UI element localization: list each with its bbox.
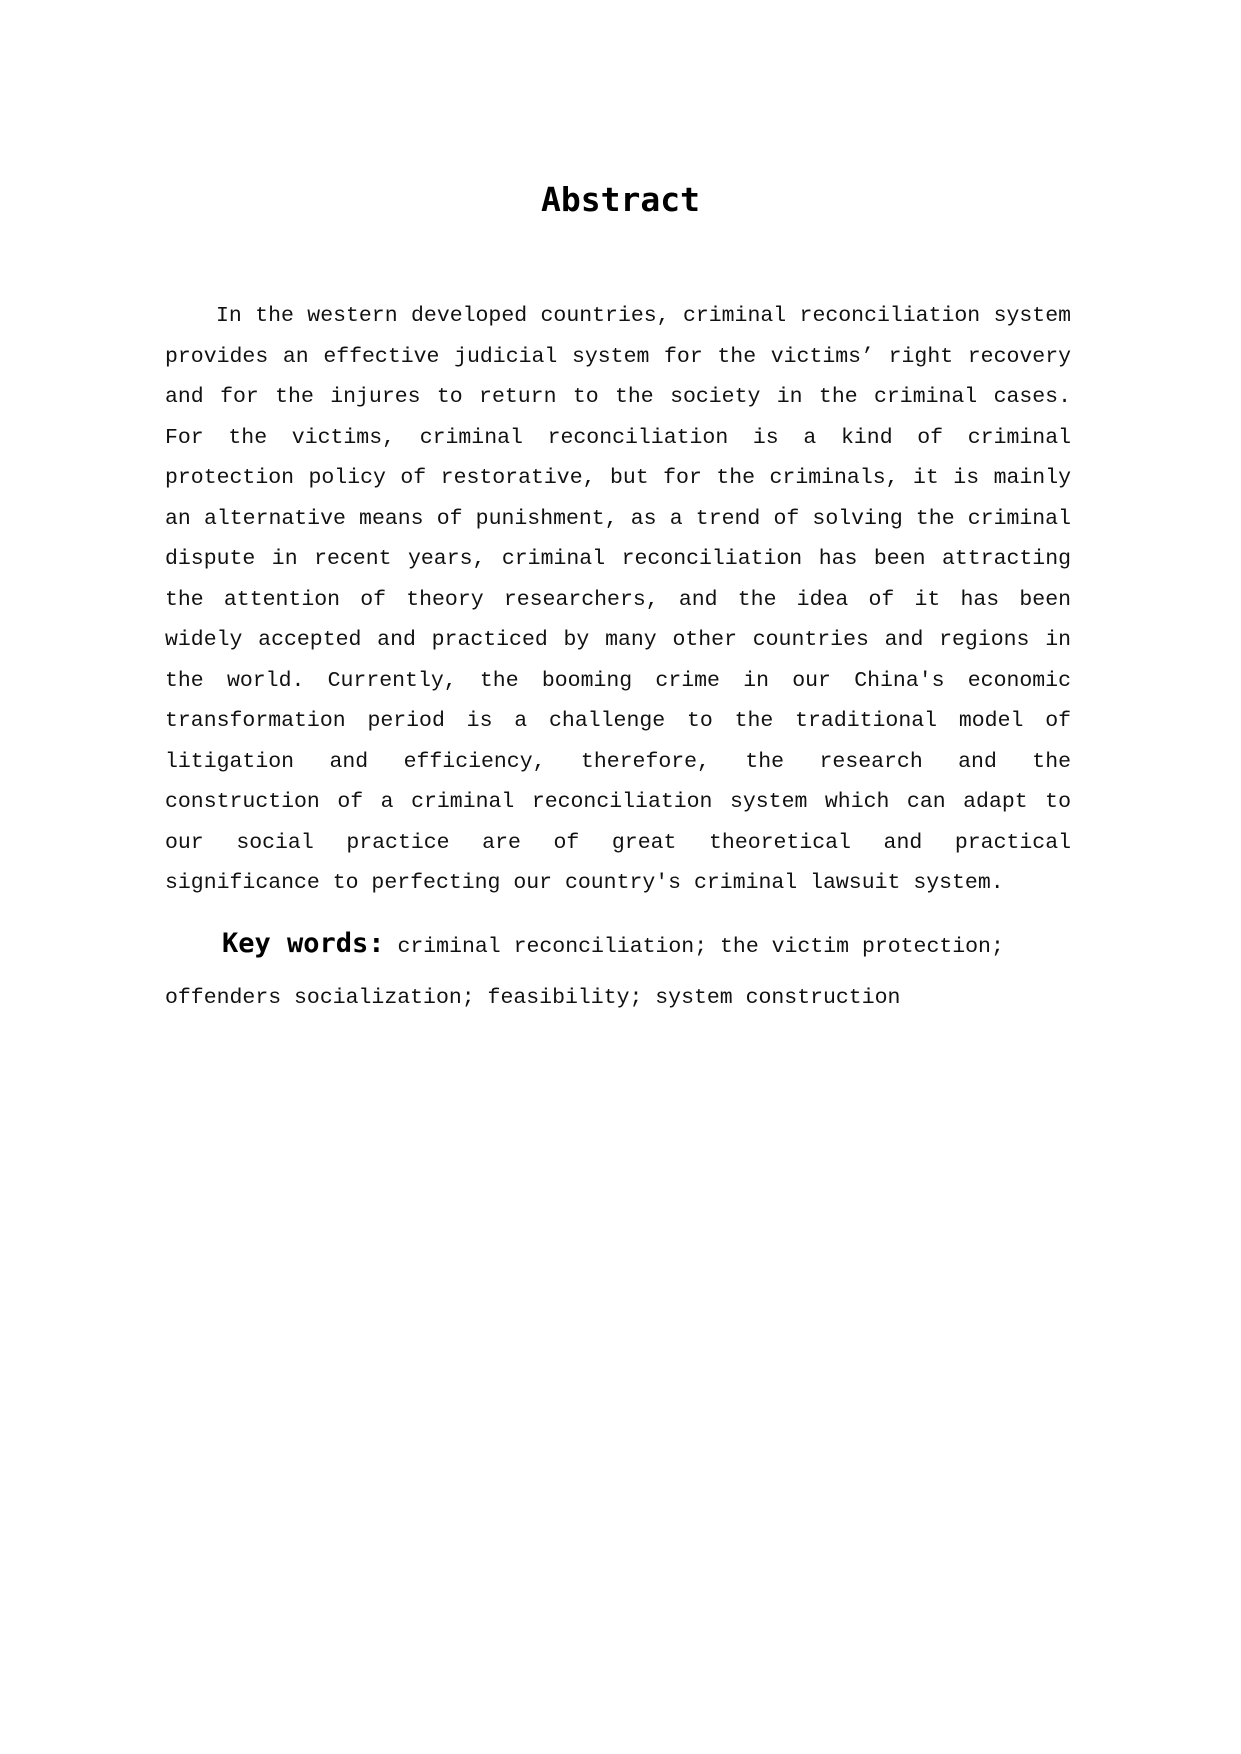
keywords-list: criminal reconciliation; the victim protection; offenders socialization; feasibility; system construction [165, 935, 1004, 1010]
keywords-label: Key words: [222, 928, 385, 959]
page-title: Abstract [541, 180, 700, 219]
keywords-paragraph [165, 918, 1095, 1024]
abstract-paragraph: In the western developed countries, criminal reconciliation system provides an effective judicial system for the victims’ right recovery and for the injures to return to the society in the criminal cases. For the victims, criminal reconciliation is a kind of criminal protection policy of restorative, but for the criminals, it is mainly an alternative means of punishment, as a trend of solving the criminal dispute in recent years, criminal reconciliation has been attracting the attention of theory researchers, and the idea of it has been widely accepted and practiced by many other countries and regions in the world. Currently, the booming crime in our China's economic transformation period is a challenge to the traditional model of litigation and efficiency, therefore, the research and the construction of a criminal reconciliation system which can adapt to our social practice are of great theoretical and practical significance to perfecting our country's criminal lawsuit system. [165, 304, 1071, 895]
